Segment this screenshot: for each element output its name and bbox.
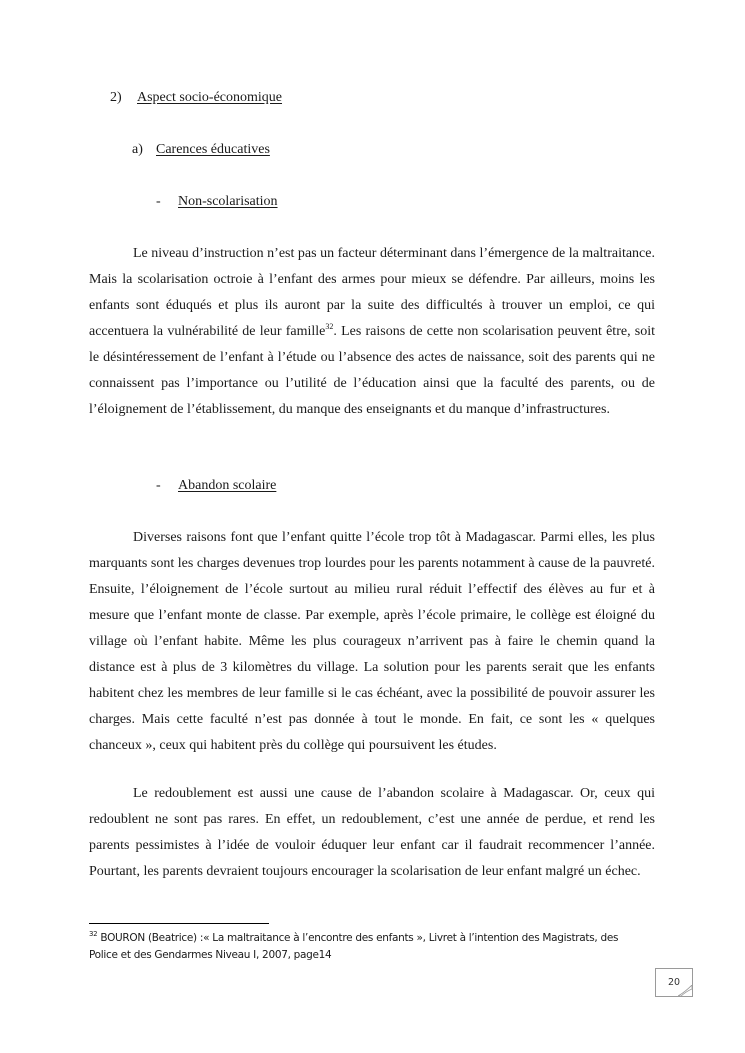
subsection-title: Carences éducatives (156, 142, 270, 157)
topic-title: Non-scolarisation (178, 194, 278, 209)
paragraph-text-continued: . Les raisons de cette non scolarisation peuvent être, soit le désintéressement de l’enfant à l’étude ou l’absence des actes de naissance, soit des parents qui ne connaissent pas l’importance ou l’utilité de l’éducation ainsi que la faculté des parents, ou de l’éloignement de l’établissement, du manque des enseignants et du manque d’infrastructures. (89, 324, 656, 417)
page-curl-icon (678, 985, 692, 996)
subsection-heading (132, 141, 270, 159)
section-heading (110, 89, 282, 107)
footnote (89, 930, 649, 964)
paragraph-non-scolarisation (89, 241, 655, 423)
section-title: Aspect socio-économique (137, 90, 283, 105)
footnote-reference[interactable]: 32 (325, 322, 334, 331)
paragraph-abandon-scolaire-1: Diverses raisons font que l’enfant quitte l’école trop tôt à Madagascar. Parmi elles, les plus marquants sont les charges devenues trop lourdes pour les parents notamment à cause de la pauvreté. Ensuite, l’éloignement de l’école surtout au milieu rural réduit l’effectif des élèves au fur et à mesure que l’enfant monte de classe. Par exemple, après l’école primaire, le collège est éloigné du village où l’enfant habite. Même les plus courageux n’arrivent pas à faire le chemin quand la distance est à plus de 3 kilomètres du village. La solution pour les parents serait que les enfants habitent chez les membres de leur famille si le cas échéant, avec la possibilité de pouvoir assurer les charges. Mais cette faculté n’est pas donnée à tout le monde. En fait, ce sont les « quelques chanceux », ceux qui habitent près du collège qui poursuivent les études. (89, 530, 655, 753)
topic-bullet: - (156, 194, 161, 209)
footnote-separator (89, 923, 269, 924)
paragraph-abandon-scolaire-2: Le redoublement est aussi une cause de l’abandon scolaire à Madagascar. Or, ceux qui redoublent ne sont pas rares. En effet, un redoublement, c’est une année de perdue, et rend les parents pessimistes à l’idée de vouloir éduquer leur enfant car il faudrait recommencer l’année. Pourtant, les parents devraient toujours encourager la scolarisation de leur enfant malgré un échec. (89, 786, 655, 879)
page-number: 20 (667, 977, 681, 988)
topic-title: Abandon scolaire (178, 478, 277, 493)
topic-bullet: - (156, 478, 161, 493)
topic-heading-abandon-scolaire (156, 477, 276, 495)
subsection-number: a) (132, 142, 143, 157)
section-number: 2) (110, 90, 122, 105)
topic-heading-non-scolarisation (156, 193, 278, 211)
footnote-number: 32 (89, 930, 98, 938)
paragraph-text: Le niveau d’instruction n’est pas un facteur déterminant dans l’émergence de la maltraitance. Mais la scolarisation octroie à l’enfant des armes pour mieux se défendre. Par ailleurs, moins les enfants sont éduqués et plus ils auront par la suite des difficultés à trouver un emploi, ce qui accentuera la vulnérabilité de leur famille (89, 246, 655, 339)
footnote-text: BOURON (Beatrice) :« La maltraitance à l’encontre des enfants », Livret à l’intention des Magistrats, des Police et des Gendarmes Niveau I, 2007, page14 (89, 932, 619, 961)
